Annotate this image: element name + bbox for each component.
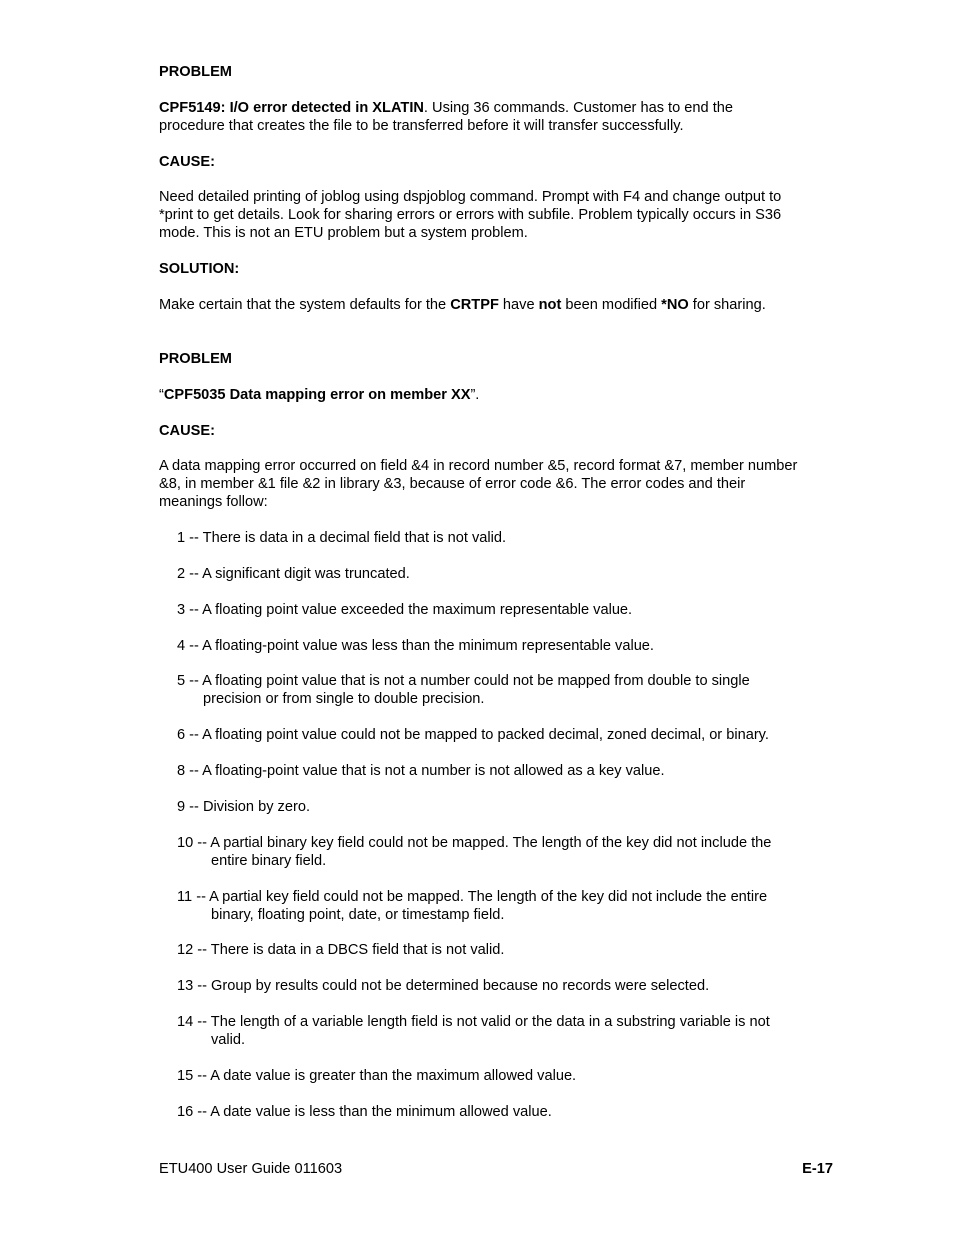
page-footer [159,1160,833,1178]
solution-bold: not [538,297,562,313]
error-code-item: 15 -- A date value is greater than the maximum allowed value. [177,1068,577,1084]
cause-line: A data mapping error occurred on field &4 in record number &5, record format &7, member number [159,458,798,474]
error-code-item: 12 -- There is data in a DBCS field that is not valid. [177,942,505,958]
problem-code: CPF5149: I/O error detected in XLATIN [159,100,424,116]
solution-bold: *NO [661,297,689,313]
cause-line: &8, in member &1 file &2 in library &3, because of error code &6. The error codes and their [159,476,746,492]
error-code-item: 13 -- Group by results could not be determined because no records were selected. [177,978,710,994]
error-code-item: 1 -- There is data in a decimal field that is not valid. [177,530,507,546]
footer-doc-title: ETU400 User Guide 011603 [159,1161,343,1177]
error-code-item: 4 -- A floating-point value was less than the minimum representable value. [177,638,654,654]
solution-text: Make certain that the system defaults for the [159,297,451,313]
problem-text-line2: procedure that creates the file to be transferred before it will transfer successfully. [159,118,684,134]
error-code-item: 5 -- A floating point value that is not a number could not be mapped from double to single precision or from single to double precision. [177,673,750,707]
problem-text: . Using 36 commands. Customer has to end the [423,100,733,116]
error-code-item: 2 -- A significant digit was truncated. [177,566,410,582]
section2-heading: PROBLEM [159,351,232,367]
section1-cause [159,188,859,242]
section1-solution [159,296,859,314]
solution-bold: CRTPF [450,297,499,313]
cause-line: mode. This is not an ETU problem but a system problem. [159,225,528,241]
problem-code: CPF5035 Data mapping error on member XX [163,387,471,403]
error-code-item: 9 -- Division by zero. [177,799,311,815]
quote-open: “ [159,387,164,403]
cause-line: Need detailed printing of joblog using dspjoblog command. Prompt with F4 and change output to [159,189,782,205]
error-code-item: 14 -- The length of a variable length field is not valid or the data in a substring variable is not valid. [177,1014,770,1048]
solution-text: for sharing. [688,297,766,313]
quote-close: ”. [470,387,480,403]
page-number: E-17 [802,1161,833,1177]
section2-problem [159,386,859,404]
section1-cause-heading: CAUSE: [159,154,215,170]
solution-text: have [498,297,539,313]
cause-line: *print to get details. Look for sharing errors or errors with subfile. Problem typically occurs in S36 [159,207,782,223]
section1-heading: PROBLEM [159,64,232,80]
error-code-item: 11 -- A partial key field could not be mapped. The length of the key did not include the entire binary, floating point, date, or timestamp field. [177,889,768,923]
section2-cause-heading: CAUSE: [159,423,215,439]
error-code-item: 10 -- A partial binary key field could not be mapped. The length of the key did not include the entire binary field. [177,835,772,869]
solution-text: been modified [561,297,662,313]
error-code-item: 8 -- A floating-point value that is not a number is not allowed as a key value. [177,763,665,779]
cause-line: meanings follow: [159,494,268,510]
section2-cause [159,457,859,511]
section1-solution-heading: SOLUTION: [159,261,240,277]
error-code-item: 6 -- A floating point value could not be mapped to packed decimal, zoned decimal, or binary. [177,727,769,743]
error-code-item: 16 -- A date value is less than the minimum allowed value. [177,1104,552,1120]
section1-problem [159,99,859,135]
error-code-item: 3 -- A floating point value exceeded the maximum representable value. [177,602,633,618]
